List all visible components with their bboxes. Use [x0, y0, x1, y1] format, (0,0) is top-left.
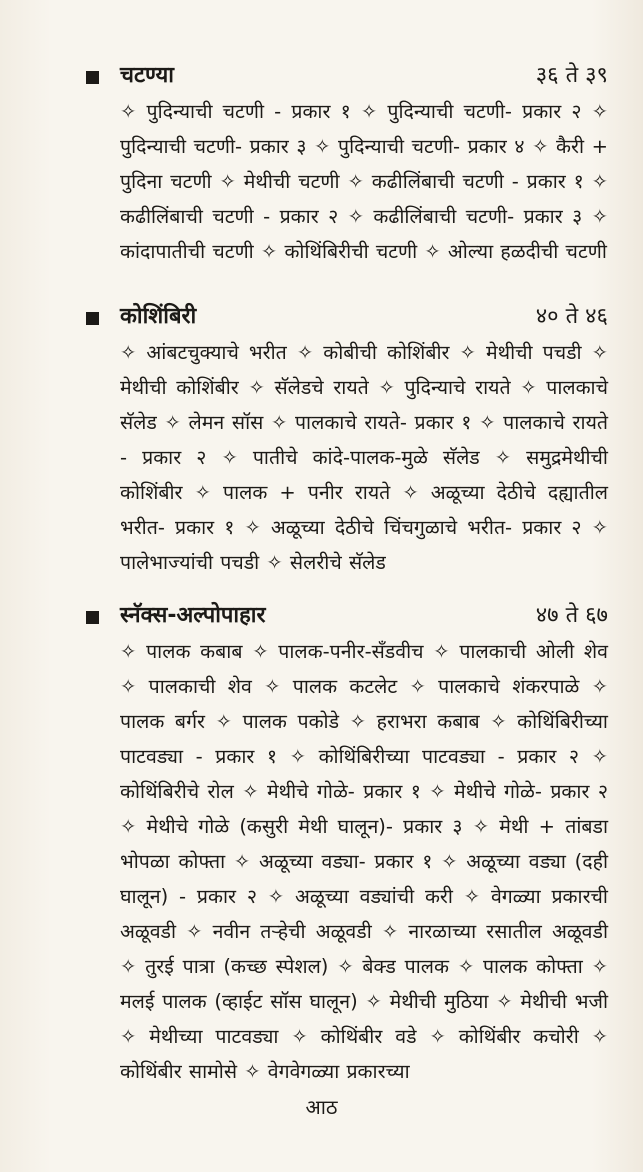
page-range: ४० ते ४६ [535, 304, 608, 329]
page-range: ४७ ते ६७ [535, 603, 608, 628]
section-chutneys [86, 58, 608, 269]
section-snacks [86, 598, 608, 1089]
square-bullet-icon [86, 71, 99, 84]
section-title: चटण्या [120, 63, 174, 88]
section-title: कोशिंबिरी [120, 304, 197, 329]
section-salads [86, 299, 608, 580]
square-bullet-icon [86, 312, 99, 325]
section-items: ✧ पुदिन्याची चटणी - प्रकार १ ✧ पुदिन्याची चटणी- प्रकार २ ✧ पुदिन्याची चटणी- प्रकार ३ ✧ पुदिन्याची चटणी- प्रकार ४ ✧ कैरी + पुदिना चटणी ✧ मेथीची चटणी ✧ कढीलिंबाची चटणी - प्रकार १ ✧ कढीलिंबाची चटणी - प्रकार २ ✧ कढीलिंबाची चटणी- प्रकार ३ ✧ कांदापातीची चटणी ✧ कोथिंबिरीची चटणी ✧ ओल्या हळदीची चटणी [120, 100, 608, 263]
section-heading [86, 299, 608, 335]
section-title: स्नॅक्स-अल्पोपाहार [120, 603, 266, 628]
section-heading [86, 58, 608, 94]
section-heading [86, 598, 608, 634]
page-range: ३६ ते ३९ [535, 63, 608, 88]
section-items: ✧ आंबटचुक्याचे भरीत ✧ कोबीची कोशिंबीर ✧ मेथीची पचडी ✧ मेथीची कोशिंबीर ✧ सॅलेडचे रायते ✧ पुदिन्याचे रायते ✧ पालकाचे सॅलेड ✧ लेमन सॉस ✧ पालकाचे रायते- प्रकार १ ✧ पालकाचे रायते - प्रकार २ ✧ पातीचे कांदे-पालक-मुळे सॅलेड ✧ समुद्रमेथीची कोशिंबीर ✧ पालक + पनीर रायते ✧ अळूच्या देठीचे दह्यातील भरीत- प्रकार १ ✧ अळूच्या देठीचे चिंचगुळाचे भरीत- प्रकार २ ✧ पालेभाज्यांची पचडी ✧ सेलरीचे सॅलेड [120, 341, 608, 574]
page-number: आठ [305, 1095, 338, 1119]
section-items: ✧ पालक कबाब ✧ पालक-पनीर-सँडवीच ✧ पालकाची ओली शेव ✧ पालकाची शेव ✧ पालक कटलेट ✧ पालकाचे शंकरपाळे ✧ पालक बर्गर ✧ पालक पकोडे ✧ हराभरा कबाब ✧ कोथिंबिरीच्या पाटवड्या - प्रकार १ ✧ कोथिंबिरीच्या पाटवड्या - प्रकार २ ✧ कोथिंबिरीचे रोल ✧ मेथीचे गोळे- प्रकार १ ✧ मेथीचे गोळे- प्रकार २ ✧ मेथीचे गोळे (कसुरी मेथी घालून)- प्रकार ३ ✧ मेथी + तांबडा भोपळा कोफ्ता ✧ अळूच्या वड्या- प्रकार १ ✧ अळूच्या वड्या (दही घालून) - प्रकार २ ✧ अळूच्या वड्यांची करी ✧ वेगळ्या प्रकारची अळूवडी ✧ नवीन तऱ्हेची अळूवडी ✧ नारळाच्या रसातील अळूवडी ✧ तुरई पात्रा (कच्छ स्पेशल) ✧ बेक्ड पालक ✧ पालक कोफ्ता ✧ मलई पालक (व्हाईट सॉस घालून) ✧ मेथीची मुठिया ✧ मेथीची भजी ✧ मेथीच्या पाटवड्या ✧ कोथिंबीर वडे ✧ कोथिंबीर कचोरी ✧ कोथिंबीर सामोसे ✧ वेगवेगळ्या प्रकारच्या [120, 640, 608, 1083]
square-bullet-icon [86, 611, 99, 624]
